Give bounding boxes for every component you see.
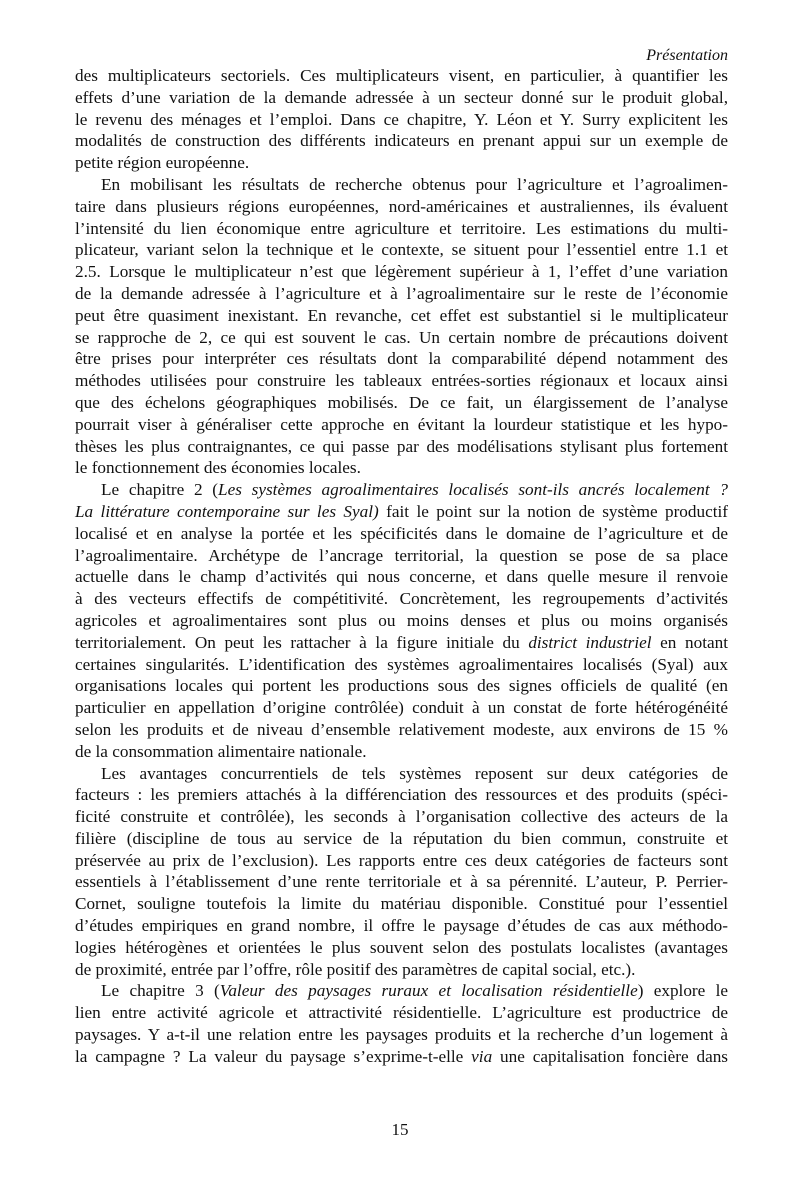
text-segment: méthodes utilisées pour construire les tableaux entrées-sorties régionaux et locaux ainsi xyxy=(75,371,728,391)
text-segment: lien entre activité agricole et attractivité résidentielle. L’agriculture est productrice de xyxy=(75,1003,728,1023)
text-line xyxy=(75,218,728,240)
text-line xyxy=(75,741,728,763)
text-line xyxy=(75,784,728,806)
text-line xyxy=(75,414,728,436)
text-line xyxy=(75,850,728,872)
text-line xyxy=(75,239,728,261)
text-segment: préservée au prix de l’exclusion). Les rapports entre ces deux catégories de facteurs sont xyxy=(75,850,728,870)
text-line xyxy=(75,1002,728,1024)
text-line xyxy=(75,566,728,588)
text-line xyxy=(75,763,728,785)
text-line xyxy=(75,130,728,152)
text-line xyxy=(75,545,728,567)
text-segment: actuelle dans le champ d’activités qui nous concerne, et dans quelle mesure il renvoie xyxy=(75,567,728,587)
text-segment: de la demande adressée à l’agriculture et à l’agroalimentaire sur le reste de l’économie xyxy=(75,283,728,303)
text-segment: En mobilisant les résultats de recherche obtenus pour l’agriculture et l’agroalimen- xyxy=(101,174,728,194)
text-segment: localisé et en analyse la portée et les spécificités dans le domaine de l’agriculture et de xyxy=(75,523,728,543)
text-segment: modalités de construction des différents indicateurs en prenant appui sur un exemple de xyxy=(75,131,728,151)
text-line xyxy=(75,65,728,87)
text-line xyxy=(75,348,728,370)
text-segment: l’agroalimentaire. Archétype de l’ancrage territorial, la question se pose de sa place xyxy=(75,545,728,565)
text-segment: filière (discipline de tous au service de la réputation du bien commun, construite et xyxy=(75,828,728,848)
text-segment: thèses les plus contraignantes, ce qui passe par des modélisations stylisant plus fortement xyxy=(75,436,728,456)
text-line xyxy=(75,654,728,676)
text-line xyxy=(75,959,728,981)
text-segment: fait le point sur la notion de système productif xyxy=(378,501,728,521)
text-line xyxy=(75,675,728,697)
text-line xyxy=(75,610,728,632)
text-segment: que des échelons géographiques mobilisés. De ce fait, un élargissement de l’analyse xyxy=(75,392,728,412)
text-line xyxy=(75,305,728,327)
text-segment: organisations locales qui portent les productions sous des signes officiels de qualité (en xyxy=(75,676,728,696)
text-segment: Cornet, souligne toutefois la limite du matériau disponible. Constitué pour l’essentiel xyxy=(75,894,728,914)
text-segment: Les avantages concurrentiels de tels systèmes reposent sur deux catégories de xyxy=(101,763,728,783)
text-segment: particulier en appellation d’origine contrôlée) conduit à un constat de forte hétérogénéité xyxy=(75,698,728,718)
text-line xyxy=(75,915,728,937)
text-segment: Le chapitre 2 ( xyxy=(101,480,219,500)
italic-text: Valeur des paysages ruraux et localisation résidentielle xyxy=(219,981,638,1001)
page-number: 15 xyxy=(391,1120,409,1139)
italic-text: Les systèmes agroalimentaires localisés sont-ils ancrés localement ? xyxy=(218,480,728,500)
paragraph xyxy=(75,763,728,981)
paragraph xyxy=(75,479,728,762)
text-segment: taire dans plusieurs régions européennes, nord-américaines et australiennes, ils évaluent xyxy=(75,196,728,216)
text-segment: petite région européenne. xyxy=(75,153,250,173)
text-segment: essentiels à l’établissement d’une rente territoriale et à sa pérennité. L’auteur, P. Perrier- xyxy=(75,872,728,892)
text-line xyxy=(75,893,728,915)
text-segment: le revenu des ménages et l’emploi. Dans ce chapitre, Y. Léon et Y. Surry explicitent les xyxy=(75,109,728,129)
text-line xyxy=(75,109,728,131)
text-line xyxy=(75,392,728,414)
text-line xyxy=(75,370,728,392)
text-segment: logies hétérogènes et orientées le plus souvent selon des postulats localistes (avantages xyxy=(75,937,728,957)
text-segment: la campagne ? La valeur du paysage s’exprime-t-elle xyxy=(75,1046,472,1066)
text-segment: ) explore le xyxy=(637,981,728,1001)
text-line xyxy=(75,1046,728,1068)
paragraph xyxy=(75,65,728,174)
text-line xyxy=(75,871,728,893)
text-segment: paysages. Y a-t-il une relation entre les paysages produits et la recherche d’un logement à xyxy=(75,1025,728,1045)
text-line xyxy=(75,719,728,741)
italic-text: via xyxy=(471,1046,493,1066)
text-line xyxy=(75,980,728,1002)
text-line xyxy=(75,457,728,479)
text-line xyxy=(75,479,728,501)
body-text xyxy=(75,65,728,1068)
text-segment: selon les produits et de niveau d’ensemble relativement modeste, aux environs de 15 % xyxy=(75,719,728,739)
paragraph xyxy=(75,174,728,479)
text-segment: en notant xyxy=(651,632,728,652)
running-header: Présentation xyxy=(646,47,728,64)
text-segment: plicateur, variant selon la technique et le contexte, se situent pour l’essentiel entre 1.1 et xyxy=(75,240,728,260)
text-segment: d’études empiriques en grand nombre, il offre le paysage d’études de cas aux méthodo- xyxy=(75,916,728,936)
text-segment: à des vecteurs effectifs de compétitivité. Concrètement, les regroupements d’activités xyxy=(75,589,728,609)
text-line xyxy=(75,152,728,174)
text-segment: une capitalisation foncière dans xyxy=(492,1046,728,1066)
text-segment: l’intensité du lien économique entre agriculture et territoire. Les estimations du multi- xyxy=(75,218,728,238)
text-line xyxy=(75,174,728,196)
text-line xyxy=(75,436,728,458)
text-line xyxy=(75,697,728,719)
text-segment: agricoles et agroalimentaires sont plus ou moins denses et plus ou moins organisés xyxy=(75,610,728,630)
text-segment: le fonctionnement des économies locales. xyxy=(75,458,361,478)
text-line xyxy=(75,828,728,850)
text-line xyxy=(75,261,728,283)
text-line xyxy=(75,87,728,109)
text-line xyxy=(75,501,728,523)
text-segment: de proximité, entrée par l’offre, rôle positif des paramètres de capital social, etc.). xyxy=(75,959,636,979)
text-segment: Le chapitre 3 ( xyxy=(101,981,220,1001)
text-line xyxy=(75,327,728,349)
text-line xyxy=(75,283,728,305)
text-segment: certaines singularités. L’identification des systèmes agroalimentaires localisés (Syal) aux xyxy=(75,654,728,674)
text-segment: être prises pour interpréter ces résultats dont la comparabilité dépend notamment des xyxy=(75,349,728,369)
text-line xyxy=(75,588,728,610)
text-segment: territorialement. On peut les rattacher à la figure initiale du xyxy=(75,632,529,652)
text-segment: pourrait viser à généraliser cette approche en évitant la lourdeur statistique et les hypo- xyxy=(75,414,728,434)
text-line xyxy=(75,523,728,545)
text-segment: de la consommation alimentaire nationale. xyxy=(75,741,367,761)
text-line xyxy=(75,196,728,218)
paragraph xyxy=(75,980,728,1067)
text-segment: effets d’une variation de la demande adressée à un secteur donné sur le produit global, xyxy=(75,87,728,107)
text-segment: peut être quasiment inexistant. En revanche, cet effet est substantiel si le multiplicateur xyxy=(75,305,728,325)
text-segment: des multiplicateurs sectoriels. Ces multiplicateurs visent, en particulier, à quantifier les xyxy=(75,66,728,85)
italic-text: district industriel xyxy=(528,632,652,652)
italic-text: La littérature contemporaine sur les Syal) xyxy=(75,501,379,521)
text-line xyxy=(75,937,728,959)
text-segment: 2.5. Lorsque le multiplicateur n’est que légèrement supérieur à 1, l’effet d’une variation xyxy=(75,262,728,282)
text-line xyxy=(75,806,728,828)
text-line xyxy=(75,1024,728,1046)
text-segment: se rapproche de 2, ce qui est souvent le cas. Un certain nombre de précautions doivent xyxy=(75,327,728,347)
text-segment: facteurs : les premiers attachés à la différenciation des ressources et des produits (spéci- xyxy=(75,785,728,805)
text-segment: ficité construite et contrôlée), les seconds à l’organisation collective des acteurs de la xyxy=(75,807,728,827)
text-line xyxy=(75,632,728,654)
